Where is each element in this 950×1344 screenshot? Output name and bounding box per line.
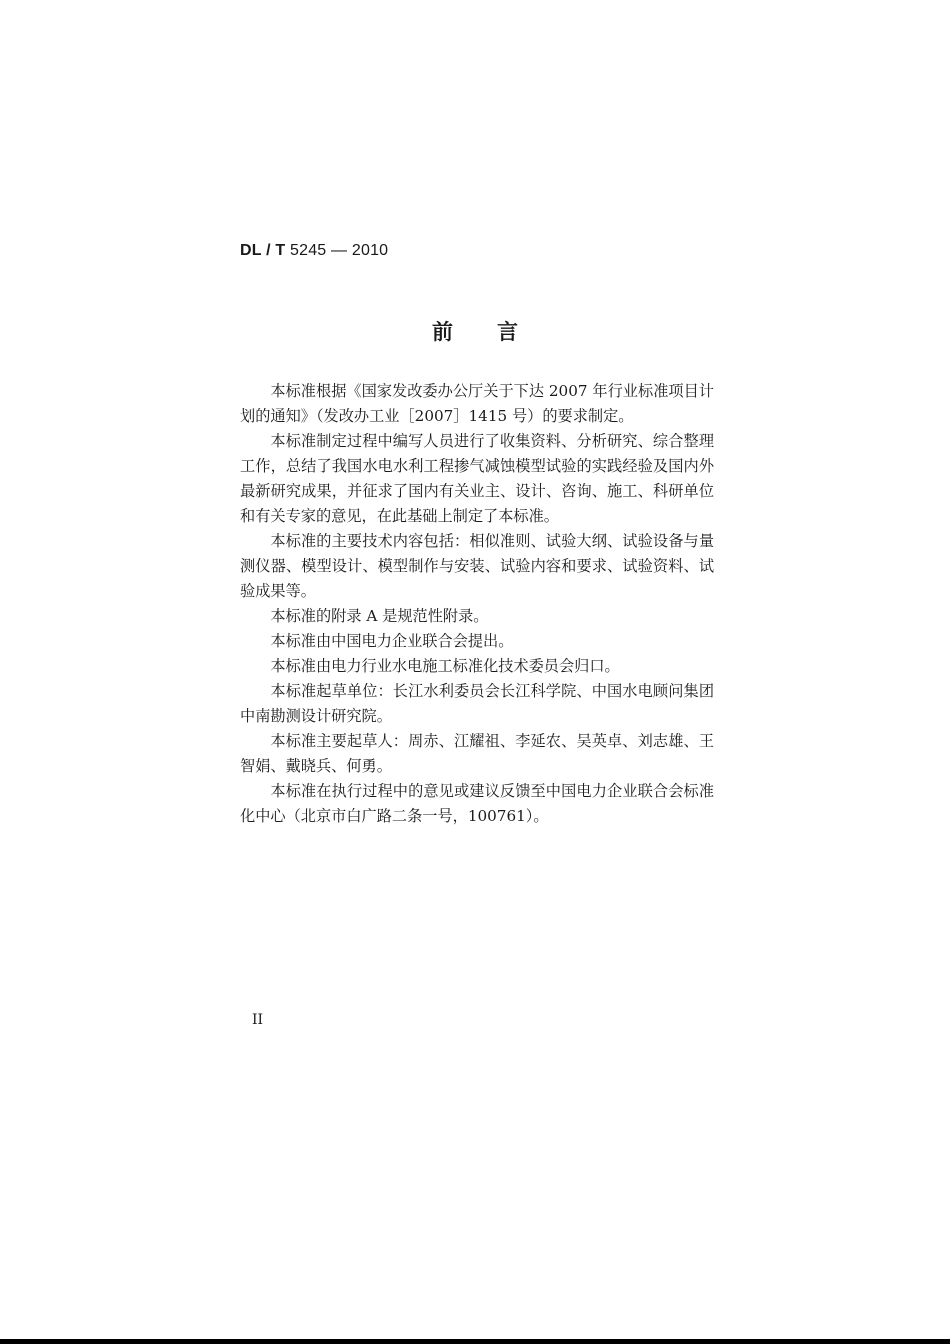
page-number: II xyxy=(252,1012,264,1028)
standard-number: 5245 — 2010 xyxy=(285,242,389,259)
page-title: 前言 xyxy=(432,320,562,344)
paragraph-basis: 本标准根据《国家发改委办公厅关于下达 2007 年行业标准项目计划的通知》（发改办工业［2007］1415 号）的要求制定。 xyxy=(240,382,714,425)
standard-prefix: DL / T xyxy=(240,242,286,259)
paragraph-process: 本标准制定过程中编写人员进行了收集资料、分析研究、综合整理工作，总结了我国水电水利工程掺气减蚀模型试验的实践经验及国内外最新研究成果，并征求了国内有关业主、设计、咨询、施工、科研单位和有关专家的意见，在此基础上制定了本标准。 xyxy=(240,432,714,525)
standard-code xyxy=(240,242,388,260)
paragraph-appendix: 本标准的附录 A 是规范性附录。 xyxy=(270,607,489,625)
paragraph-feedback: 本标准在执行过程中的意见或建议反馈至中国电力企业联合会标准化中心（北京市白广路二条一号，100761）。 xyxy=(240,782,714,825)
foreword-body xyxy=(240,379,714,829)
paragraph-committee: 本标准由电力行业水电施工标准化技术委员会归口。 xyxy=(270,657,620,675)
bottom-border xyxy=(0,1339,950,1344)
paragraph-contents: 本标准的主要技术内容包括：相似准则、试验大纲、试验设备与量测仪器、模型设计、模型制作与安装、试验内容和要求、试验资料、试验成果等。 xyxy=(240,532,714,600)
paragraph-proposer: 本标准由中国电力企业联合会提出。 xyxy=(270,632,514,650)
paragraph-drafting-units: 本标准起草单位：长江水利委员会长江科学院、中国水电顾问集团中南勘测设计研究院。 xyxy=(240,682,714,725)
paragraph-drafters: 本标准主要起草人：周赤、江耀祖、李延农、吴英卓、刘志雄、王智娟、戴晓兵、何勇。 xyxy=(240,732,714,775)
